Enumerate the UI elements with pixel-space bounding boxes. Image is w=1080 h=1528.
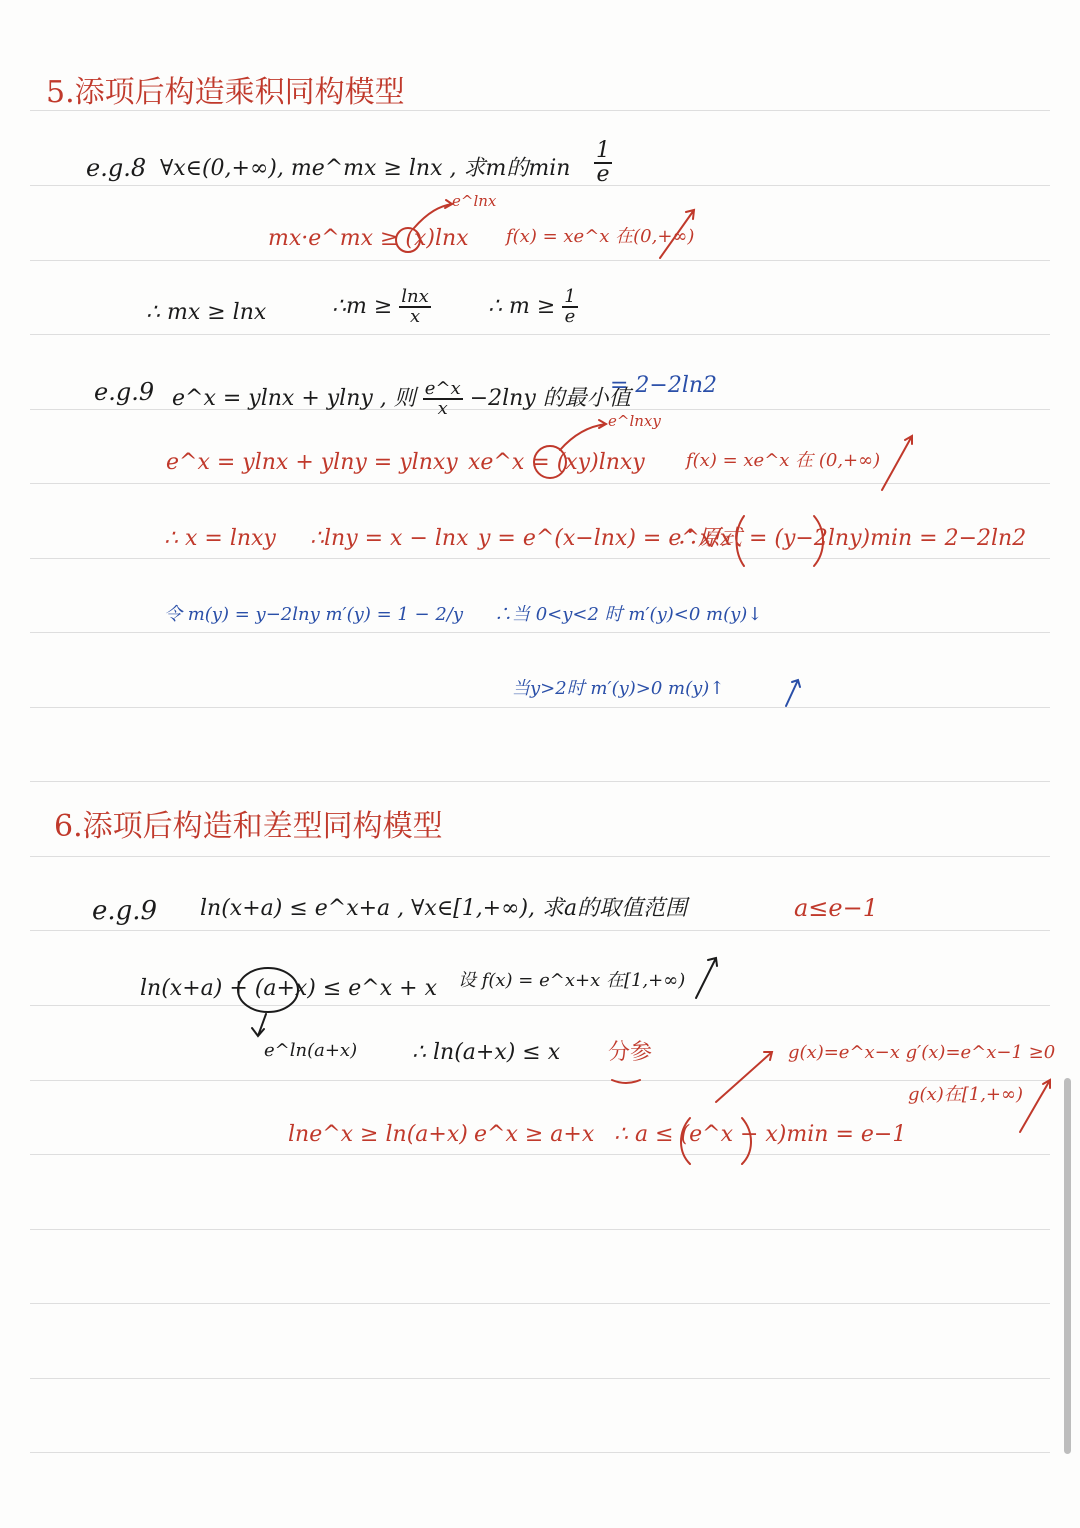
eg9-line1-annotation: e^lnxy (608, 412, 661, 430)
eg9-line2b: ∴lny = x − lnx (310, 526, 469, 551)
eg9-blue2: ∴当 0<y<2 时 m′(y)<0 m(y)↓ (494, 604, 763, 625)
s6-line1: ln(x+a) + (a+x) ≤ e^x + x (140, 976, 437, 1001)
eg8-step2c (488, 288, 578, 326)
ruled-line (30, 1005, 1050, 1006)
increasing-arrow-icon (1020, 1080, 1050, 1132)
ruled-line (30, 1229, 1050, 1230)
s6-g2: g(x)在[1,+∞) (908, 1084, 1024, 1105)
s6-line3c: ∴ a ≤ (e^x − x)min = e−1 (614, 1122, 907, 1147)
s6-split-label: 分参 (608, 1040, 653, 1065)
scrollbar[interactable] (1064, 1078, 1071, 1454)
eg8-step1-annotation: e^lnx (452, 192, 497, 210)
eg8-step2c-num: 1 (564, 286, 576, 307)
eg8-step2c-prefix: ∴ m ≥ (488, 294, 556, 319)
eg8-step1-func: f(x) = xe^x 在(0,+∞) (506, 226, 695, 247)
down-arrow-icon (252, 1014, 266, 1036)
eg9-blue3: 当y>2时 m′(y)>0 m(y)↑ (512, 678, 725, 699)
eg9-line2d: ∴原式 = (y−2lny)min = 2−2ln2 (676, 526, 1027, 551)
eg9-problem-num: e^x (424, 378, 461, 399)
s6-line2: ∴ ln(a+x) ≤ x (412, 1040, 561, 1065)
eg8-step1: mx·e^mx ≥ (x)lnx (268, 226, 469, 251)
s6-line3b: e^x ≥ a+x (474, 1122, 595, 1147)
eg9-problem-a: e^x = ylnx + ylny , 则 (172, 386, 416, 411)
s6-eg9-prefix: e.g.9 (92, 896, 158, 926)
ruled-line (30, 1080, 1050, 1081)
s6-line3a: lne^x ≥ ln(a+x) (288, 1122, 468, 1147)
eg8-answer (594, 140, 612, 186)
s6-line1-func: 设 f(x) = e^x+x 在[1,+∞) (458, 970, 686, 991)
s6-annotation: e^ln(a+x) (264, 1040, 358, 1061)
eg9-line1: e^x = ylnx + ylny = ylnxy (166, 450, 458, 475)
section5-title: 5.添项后构造乘积同构模型 (46, 75, 405, 110)
ruled-line (30, 1303, 1050, 1304)
arrow-to-g-icon (716, 1052, 772, 1102)
ruled-line (30, 1378, 1050, 1379)
eg9-line1-mid: xe^x = (xy)lnxy (468, 450, 645, 475)
eg8-step2b-prefix: ∴m ≥ (332, 294, 393, 319)
eg9-problem-den: x (437, 398, 448, 419)
ruled-line (30, 558, 1050, 559)
ruled-line (30, 1452, 1050, 1453)
ruled-line (30, 260, 1050, 261)
increasing-arrow-icon (696, 958, 717, 998)
increasing-arrow-icon (882, 436, 912, 490)
increasing-arrow-icon (786, 680, 800, 706)
arrow-elnxy-icon (560, 424, 606, 450)
ruled-line (30, 185, 1050, 186)
ruled-line (30, 483, 1050, 484)
ruled-line (30, 1154, 1050, 1155)
arrow-elnx-icon (414, 204, 452, 228)
eg9-answer: = 2−2ln2 (610, 373, 718, 398)
eg8-step2b (332, 288, 431, 326)
eg9-line2a: ∴ x = lnxy (164, 526, 276, 551)
ruled-line (30, 334, 1050, 335)
section6-title: 6.添项后构造和差型同构模型 (54, 809, 443, 844)
eg8-problem: ∀x∈(0,+∞), me^mx ≥ lnx , 求m的min (160, 156, 571, 181)
eg9-line1-func: f(x) = xe^x 在 (0,+∞) (686, 450, 881, 471)
eg9-blue1: 令 m(y) = y−2lny m′(y) = 1 − 2/y (164, 604, 464, 625)
eg8-step2a: ∴ mx ≥ lnx (146, 300, 267, 325)
eg9-line2c: y = e^(x−lnx) = e^x/x (478, 526, 733, 551)
eg8-answer-num: 1 (596, 138, 610, 163)
s6-eg9-answer: a≤e−1 (794, 894, 878, 922)
eg9-prefix: e.g.9 (94, 378, 155, 406)
ruled-line (30, 632, 1050, 633)
ruled-line (30, 930, 1050, 931)
eg8-prefix: e.g.8 (86, 154, 147, 182)
ruled-line (30, 707, 1050, 708)
eg8-step2b-num: lnx (401, 286, 429, 307)
s6-eg9-problem: ln(x+a) ≤ e^x+a , ∀x∈[1,+∞), 求a的取值范围 (200, 896, 688, 921)
eg8-step2b-den: x (409, 306, 421, 327)
eg8-step2c-den: e (564, 306, 576, 327)
arrowhead-icon (445, 200, 452, 208)
ruled-line (30, 110, 1050, 111)
eg9-problem-b: −2lny 的最小值 (469, 386, 631, 411)
s6-g1: g(x)=e^x−x g′(x)=e^x−1 ≥0 (788, 1042, 1056, 1063)
arrowhead-icon (599, 420, 606, 428)
eg9-problem (172, 380, 631, 418)
ruled-line (30, 781, 1050, 782)
eg8-answer-den: e (596, 162, 610, 187)
ruled-line (30, 856, 1050, 857)
